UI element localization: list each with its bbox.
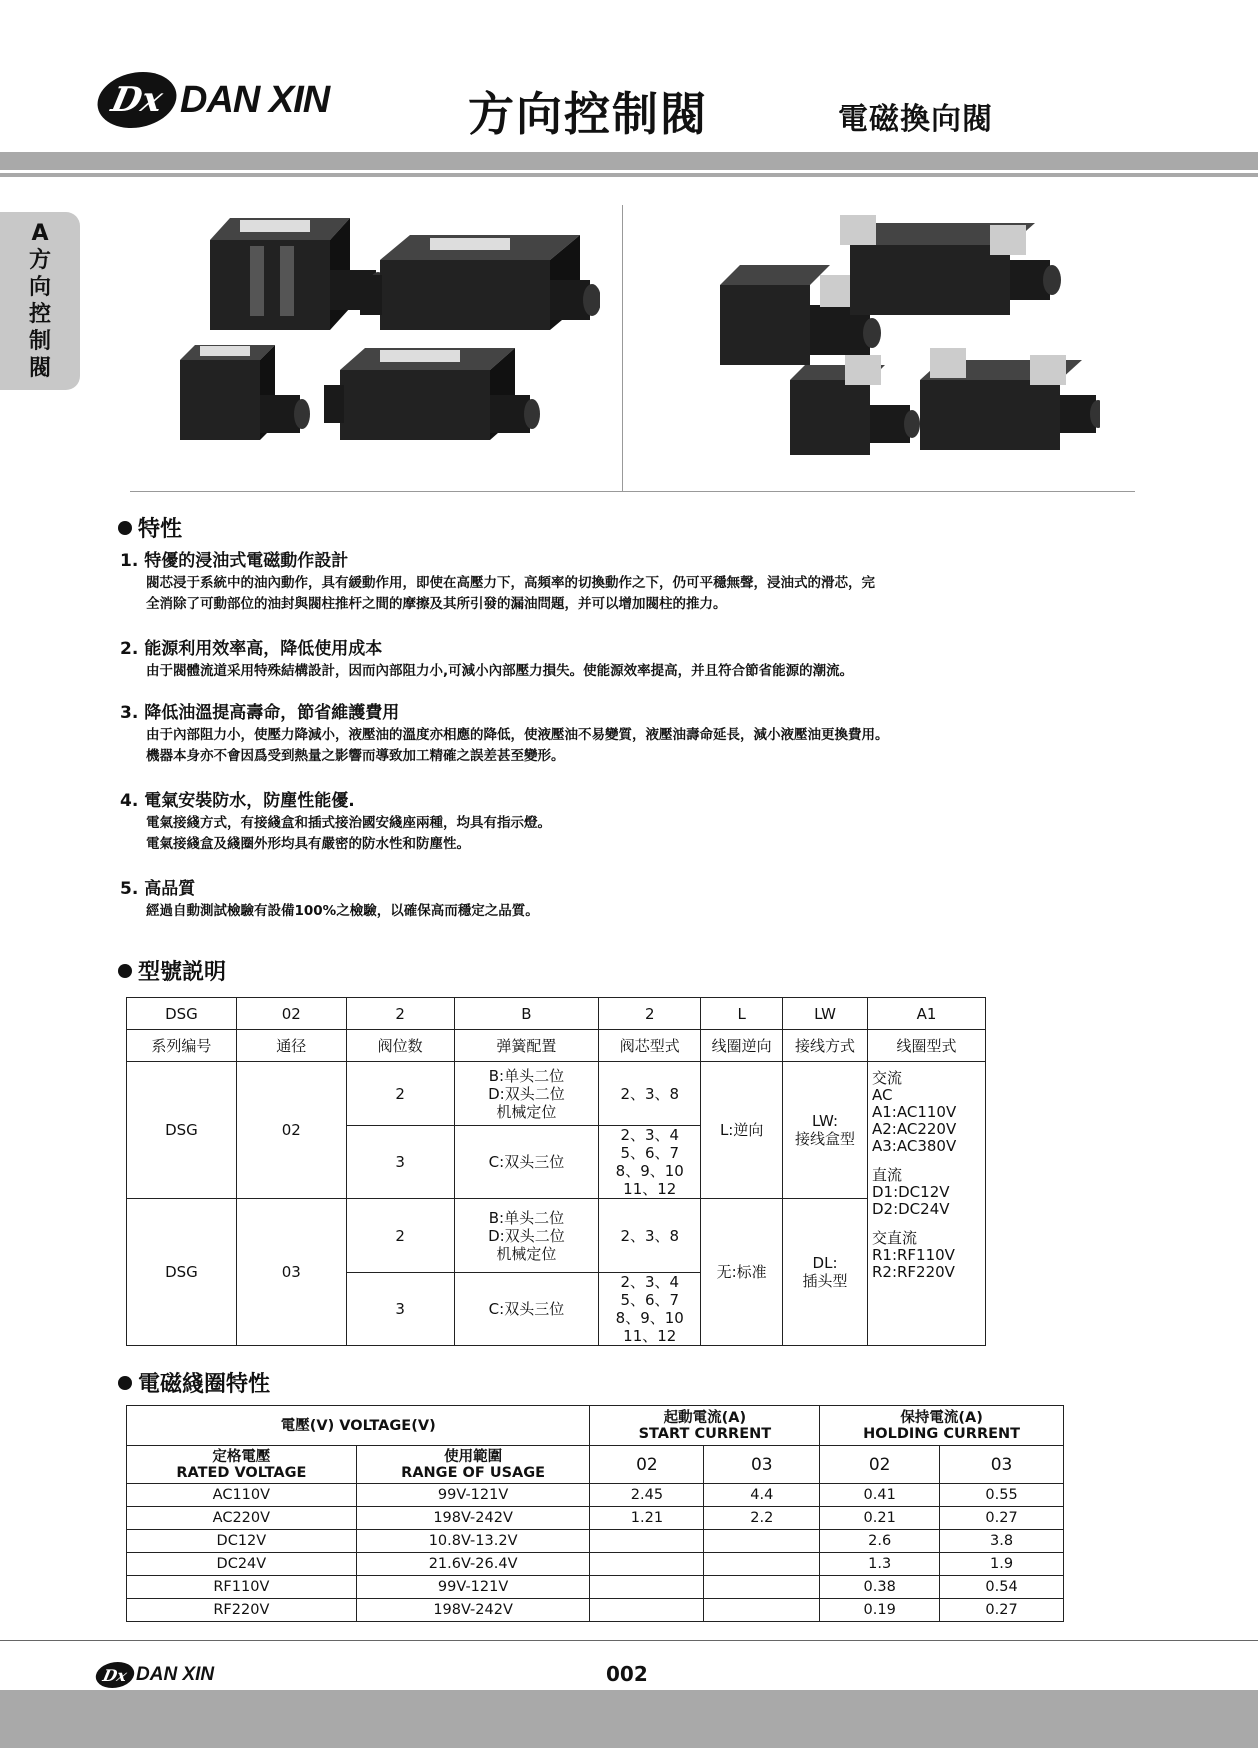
feature-body bbox=[120, 725, 1180, 767]
table-cell: AC220V bbox=[127, 1507, 357, 1530]
table-row bbox=[127, 1599, 1064, 1622]
features-heading bbox=[118, 512, 182, 543]
spool-cell bbox=[599, 1273, 701, 1346]
product-photo-left bbox=[180, 200, 600, 470]
table-cell: 2.2 bbox=[704, 1507, 820, 1530]
label-cell: 阀芯型式 bbox=[599, 1030, 701, 1062]
table-cell: 0.19 bbox=[820, 1599, 940, 1622]
model-heading bbox=[118, 955, 226, 986]
side-tab-char: 閥 bbox=[28, 356, 51, 381]
feature-heading: 4. 電氣安裝防水，防塵性能優. bbox=[120, 791, 355, 811]
feature-heading: 1. 特優的浸油式電磁動作設計 bbox=[120, 551, 349, 571]
wiring-cell bbox=[783, 1062, 868, 1199]
table-row bbox=[127, 1507, 1064, 1530]
label-cell: 系列编号 bbox=[127, 1030, 237, 1062]
table-cell: 2.45 bbox=[590, 1484, 704, 1507]
table-row bbox=[127, 998, 986, 1030]
table-row bbox=[127, 1406, 1064, 1446]
feature-line: 閥芯浸于系統中的油內動作，具有緩動作用，即使在高壓力下，高頻率的切換動作之下，仍可平穩無聲，浸油式的滑芯，完 bbox=[146, 575, 875, 591]
table-cell: 3.8 bbox=[940, 1530, 1064, 1553]
position-cell: 2 bbox=[346, 1199, 454, 1273]
valve-image bbox=[790, 355, 920, 455]
coil-type-line: 交直流 bbox=[871, 1229, 917, 1247]
reverse-cell: L:逆向 bbox=[701, 1062, 783, 1199]
model-table bbox=[126, 997, 986, 1346]
feature-line: 全消除了可動部位的油封與閥柱推杆之間的摩擦及其所引發的漏油問題，并可以增加閥柱的推力。 bbox=[146, 596, 727, 612]
spool-cell: 2、3、8 bbox=[599, 1199, 701, 1273]
feature-heading: 3. 降低油溫提高壽命，節省維護費用 bbox=[120, 703, 400, 723]
valve-image bbox=[324, 348, 540, 440]
photo-baseline bbox=[130, 491, 1135, 492]
feature-line: 由于內部阻力小，使壓力降減小，液壓油的溫度亦相應的降低，使液壓油不易變質，液壓油壽命延長，減小液壓油更換費用。 bbox=[146, 727, 889, 743]
position-cell: 3 bbox=[346, 1273, 454, 1346]
section-side-tab bbox=[0, 212, 80, 390]
feature-item bbox=[120, 786, 1160, 855]
footer-logo bbox=[96, 1662, 214, 1688]
table-cell: 0.27 bbox=[940, 1507, 1064, 1530]
page-number: 002 bbox=[606, 1662, 648, 1686]
reverse-cell: 无:标准 bbox=[701, 1199, 783, 1346]
size-header: 02 bbox=[590, 1446, 704, 1484]
size-header: 03 bbox=[940, 1446, 1064, 1484]
page-title: 方向控制閥 bbox=[468, 87, 708, 141]
table-row bbox=[127, 1530, 1064, 1553]
wiring-cell bbox=[783, 1199, 868, 1346]
side-tab-char: 控 bbox=[28, 302, 51, 327]
valve-image bbox=[180, 345, 310, 440]
bullet-icon bbox=[118, 1376, 132, 1390]
table-cell: 0.54 bbox=[940, 1576, 1064, 1599]
page-subtitle: 電磁換向閥 bbox=[838, 102, 993, 137]
table-cell bbox=[704, 1599, 820, 1622]
feature-body bbox=[120, 813, 1160, 855]
header-line: HOLDING CURRENT bbox=[863, 1425, 1021, 1442]
feature-body bbox=[120, 661, 1160, 682]
wiring-line: 插头型 bbox=[802, 1272, 848, 1290]
table-cell: 10.8V-13.2V bbox=[356, 1530, 590, 1553]
coil-type-line: A3:AC380V bbox=[871, 1137, 957, 1155]
table-cell: 0.55 bbox=[940, 1484, 1064, 1507]
table-cell bbox=[704, 1553, 820, 1576]
spool-line: 11、12 bbox=[623, 1327, 677, 1345]
feature-heading: 5. 高品質 bbox=[120, 879, 196, 899]
coil-heading bbox=[118, 1367, 270, 1398]
coil-type-line: 直流 bbox=[871, 1166, 902, 1184]
wiring-line: 接线盒型 bbox=[795, 1130, 856, 1148]
header-band-thin bbox=[0, 173, 1258, 177]
table-cell bbox=[590, 1530, 704, 1553]
label-cell: 线圈逆向 bbox=[701, 1030, 783, 1062]
header-line: 保持電流(A) bbox=[900, 1409, 983, 1426]
footer-logo-text: DAN XIN bbox=[136, 1664, 215, 1685]
feature-item bbox=[120, 698, 1180, 767]
brand-logo bbox=[98, 72, 329, 128]
table-cell: 4.4 bbox=[704, 1484, 820, 1507]
feature-item bbox=[120, 634, 1160, 682]
spool-line: 2、3、4 bbox=[620, 1126, 680, 1144]
spring-line: B:单头二位 bbox=[488, 1208, 565, 1227]
spool-line: 8、9、10 bbox=[615, 1309, 684, 1327]
header-line: RANGE OF USAGE bbox=[401, 1464, 546, 1481]
table-cell bbox=[704, 1530, 820, 1553]
feature-item bbox=[120, 874, 1160, 922]
start-current-header bbox=[590, 1406, 820, 1446]
table-cell: RF110V bbox=[127, 1576, 357, 1599]
table-cell: 21.6V-26.4V bbox=[356, 1553, 590, 1576]
valve-image bbox=[920, 348, 1100, 450]
code-cell: 2 bbox=[599, 998, 701, 1030]
table-row bbox=[127, 1553, 1064, 1576]
code-cell: L bbox=[701, 998, 783, 1030]
features-title: 特性 bbox=[138, 517, 183, 542]
photo-divider bbox=[622, 205, 623, 491]
coil-type-line: D2:DC24V bbox=[871, 1200, 950, 1218]
model-title: 型號説明 bbox=[138, 960, 227, 985]
coil-title: 電磁綫圈特性 bbox=[138, 1372, 271, 1397]
size-header: 03 bbox=[704, 1446, 820, 1484]
holding-current-header bbox=[820, 1406, 1064, 1446]
coil-type-line: A2:AC220V bbox=[871, 1120, 957, 1138]
feature-item bbox=[120, 546, 1160, 615]
position-cell: 2 bbox=[346, 1062, 454, 1126]
table-cell: DC12V bbox=[127, 1530, 357, 1553]
feature-line: 經過自動測試檢驗有設備100%之檢驗，以確保高而穩定之品質。 bbox=[146, 903, 539, 919]
table-cell: 0.38 bbox=[820, 1576, 940, 1599]
logo-mark: Dx bbox=[92, 72, 182, 128]
rated-voltage-header bbox=[127, 1446, 357, 1484]
spring-line: B:单头二位 bbox=[488, 1066, 565, 1085]
table-cell: 99V-121V bbox=[356, 1484, 590, 1507]
table-cell: 1.21 bbox=[590, 1507, 704, 1530]
spool-line: 5、6、7 bbox=[620, 1144, 680, 1162]
header-line: 定格電壓 bbox=[212, 1448, 271, 1465]
code-cell: B bbox=[454, 998, 599, 1030]
header-line: 起動電流(A) bbox=[663, 1409, 747, 1426]
coil-type-line: D1:DC12V bbox=[871, 1183, 950, 1201]
table-cell: 0.27 bbox=[940, 1599, 1064, 1622]
table-row bbox=[127, 1446, 1064, 1484]
table-cell: 198V-242V bbox=[356, 1507, 590, 1530]
label-cell: 线圈型式 bbox=[867, 1030, 985, 1062]
feature-body bbox=[120, 573, 1160, 615]
spool-line: 8、9、10 bbox=[615, 1162, 684, 1180]
series-cell: DSG bbox=[127, 1199, 237, 1346]
spring-line: 机械定位 bbox=[496, 1244, 557, 1263]
table-cell: 0.41 bbox=[820, 1484, 940, 1507]
feature-line: 由于閥體流道采用特殊結構設計，因而內部阻力小,可減小內部壓力損失。使能源效率提高，并且符合節省能源的潮流。 bbox=[146, 663, 854, 679]
side-tab-char: 制 bbox=[28, 329, 51, 354]
spring-line: D:双头二位 bbox=[488, 1084, 565, 1103]
code-cell: LW bbox=[783, 998, 868, 1030]
table-cell bbox=[590, 1576, 704, 1599]
spring-cell bbox=[454, 1199, 599, 1273]
label-cell: 通径 bbox=[236, 1030, 346, 1062]
table-cell: DC24V bbox=[127, 1553, 357, 1576]
feature-line: 機器本身亦不會因爲受到熱量之影響而導致加工精確之誤差甚至變形。 bbox=[146, 748, 565, 764]
feature-line: 電氣接綫盒及綫圈外形均具有嚴密的防水性和防塵性。 bbox=[146, 836, 470, 852]
table-row bbox=[127, 1199, 986, 1273]
product-photo-right bbox=[700, 200, 1100, 480]
code-cell: A1 bbox=[867, 998, 985, 1030]
header-line: RATED VOLTAGE bbox=[176, 1464, 307, 1481]
spring-cell: C:双头三位 bbox=[454, 1273, 599, 1346]
valve-image bbox=[840, 215, 1061, 315]
table-cell: 99V-121V bbox=[356, 1576, 590, 1599]
side-tab-char: 向 bbox=[28, 275, 51, 300]
header-band bbox=[0, 152, 1258, 170]
code-cell: 02 bbox=[236, 998, 346, 1030]
spool-line: 2、3、4 bbox=[620, 1273, 680, 1291]
spring-line: D:双头二位 bbox=[488, 1226, 565, 1245]
spring-line: 机械定位 bbox=[496, 1102, 557, 1121]
feature-body bbox=[120, 901, 1160, 922]
footer-band bbox=[0, 1690, 1258, 1748]
table-cell: 1.3 bbox=[820, 1553, 940, 1576]
side-tab-char: 方 bbox=[28, 248, 51, 273]
table-cell: 2.6 bbox=[820, 1530, 940, 1553]
coil-type-line: R1:RF110V bbox=[871, 1246, 955, 1264]
label-cell: 接线方式 bbox=[783, 1030, 868, 1062]
header-line: 使用範圍 bbox=[444, 1448, 503, 1465]
code-cell: 2 bbox=[346, 998, 454, 1030]
valve-image bbox=[360, 235, 600, 330]
side-tab-char: A bbox=[31, 221, 49, 246]
spring-cell bbox=[454, 1062, 599, 1126]
label-cell: 阀位数 bbox=[346, 1030, 454, 1062]
table-row bbox=[127, 1030, 986, 1062]
table-cell: AC110V bbox=[127, 1484, 357, 1507]
feature-line: 電氣接綫方式，有接綫盒和插式接治國安綫座兩種，均具有指示燈。 bbox=[146, 815, 551, 831]
table-cell bbox=[704, 1576, 820, 1599]
footer-divider bbox=[0, 1640, 1258, 1641]
coil-type-line: A1:AC110V bbox=[871, 1103, 957, 1121]
spool-cell bbox=[599, 1126, 701, 1199]
label-cell: 弹簧配置 bbox=[454, 1030, 599, 1062]
coil-table bbox=[126, 1405, 1064, 1622]
spring-cell: C:双头三位 bbox=[454, 1126, 599, 1199]
size-cell: 03 bbox=[236, 1199, 346, 1346]
range-header bbox=[356, 1446, 590, 1484]
series-cell: DSG bbox=[127, 1062, 237, 1199]
wiring-line: DL: bbox=[812, 1254, 838, 1272]
coil-type-line: 交流 bbox=[871, 1069, 902, 1087]
table-cell: RF220V bbox=[127, 1599, 357, 1622]
footer-logo-mark: Dx bbox=[93, 1662, 137, 1688]
feature-heading: 2. 能源利用效率高，降低使用成本 bbox=[120, 639, 383, 659]
spool-line: 11、12 bbox=[623, 1180, 677, 1198]
table-cell: 198V-242V bbox=[356, 1599, 590, 1622]
table-cell: 1.9 bbox=[940, 1553, 1064, 1576]
code-cell: DSG bbox=[127, 998, 237, 1030]
bullet-icon bbox=[118, 521, 132, 535]
bullet-icon bbox=[118, 964, 132, 978]
voltage-header: 電壓(V) VOLTAGE(V) bbox=[127, 1406, 590, 1446]
spool-line: 5、6、7 bbox=[620, 1291, 680, 1309]
coil-type-cell bbox=[867, 1062, 985, 1346]
header-line: START CURRENT bbox=[638, 1425, 772, 1442]
spool-cell: 2、3、8 bbox=[599, 1062, 701, 1126]
logo-text: DAN XIN bbox=[180, 78, 330, 121]
table-row bbox=[127, 1062, 986, 1126]
size-cell: 02 bbox=[236, 1062, 346, 1199]
table-row bbox=[127, 1484, 1064, 1507]
coil-type-line: R2:RF220V bbox=[871, 1263, 955, 1281]
wiring-line: LW: bbox=[812, 1112, 839, 1130]
table-cell bbox=[590, 1553, 704, 1576]
table-cell bbox=[590, 1599, 704, 1622]
size-header: 02 bbox=[820, 1446, 940, 1484]
position-cell: 3 bbox=[346, 1126, 454, 1199]
table-row bbox=[127, 1576, 1064, 1599]
table-cell: 0.21 bbox=[820, 1507, 940, 1530]
coil-type-line: AC bbox=[871, 1086, 893, 1104]
